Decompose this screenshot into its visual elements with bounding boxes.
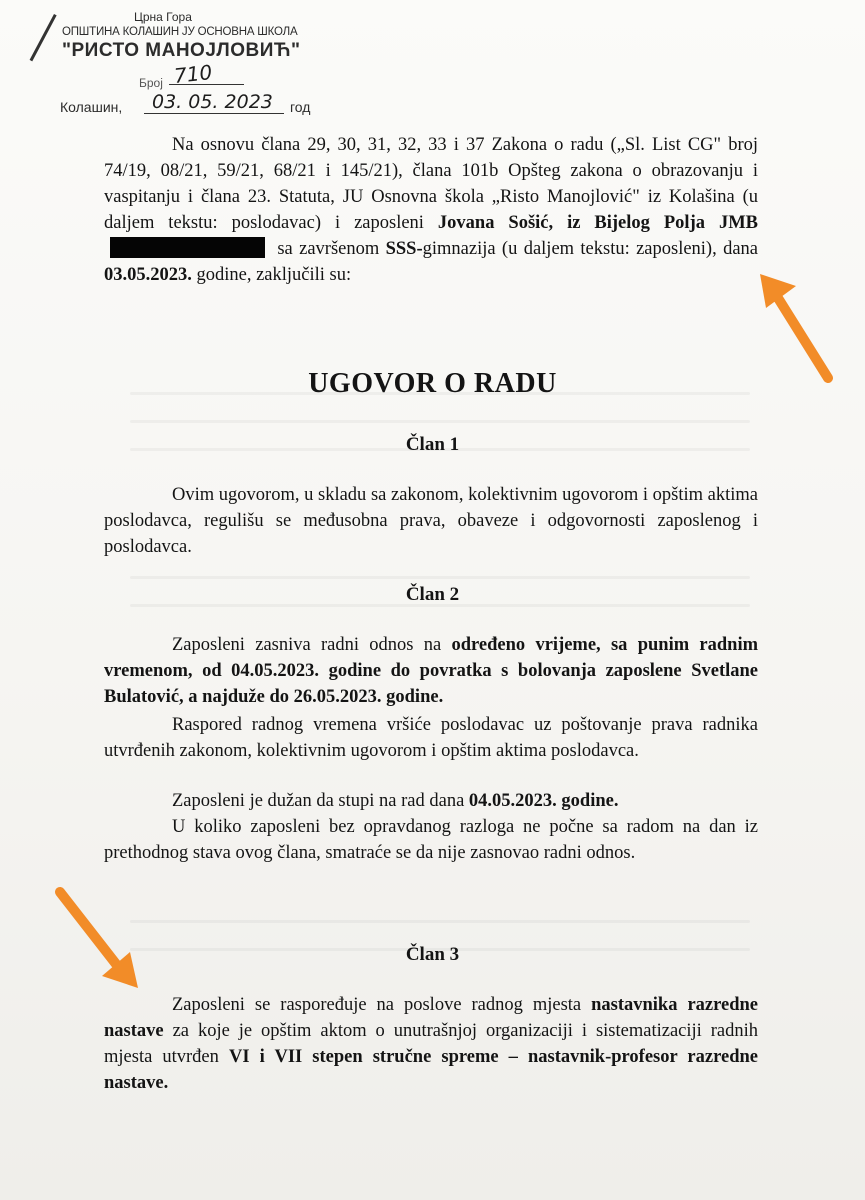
arrow-shaft (60, 892, 116, 964)
intro-text-3: gimnazija (u daljem tekstu: zaposleni), dana (422, 239, 758, 259)
start-date: 04.05.2023. godine. (468, 791, 619, 811)
article-2-term: određeno vrijeme, sa punim radnim vremenom, od 04.05.2023. godine do povratka s bolovanja zaposlene Svetlane Bulatović, a najduže do 26.05.2023. godine. (104, 635, 758, 707)
article-2-paragraph-1 (104, 632, 758, 710)
stamp-date-line (144, 113, 284, 114)
article-2-text-3: Zaposleni je dužan da stupi na rad dana (172, 791, 469, 811)
intro-text-2: sa završenom (271, 239, 386, 259)
arrow-annotation-bottom (50, 884, 150, 996)
article-3-text-2: za koje je opštim aktom o unutrašnjoj organizaciji i sistematizaciji radnih mjesta utvrđen (104, 1021, 758, 1067)
article-2-paragraph-4: U koliko zaposleni bez opravdanog razloga ne počne sa radom na dan iz prethodnog stava ovog člana, smatraće se da nije zasnovao radni odnos. (104, 817, 758, 863)
jmb-redaction (110, 237, 265, 258)
employee-name: Jovana Sošić, iz Bijelog Polja JMB (437, 213, 758, 233)
required-qualification: VI i VII stepen stručne spreme – nastavnik-profesor razredne nastave. (104, 1047, 758, 1093)
article-2-paragraph-2: Raspored radnog vremena vršiće poslodavac uz poštovanje prava radnika utvrđenih zakonom, kolektivnim ugovorom i opštim aktima poslodavca. (104, 715, 758, 761)
contract-date: 03.05.2023. (104, 265, 192, 285)
intro-paragraph (104, 132, 758, 288)
article-3-paragraph (104, 992, 758, 1096)
bleed-through-line (130, 576, 750, 579)
stamp-slash-mark (30, 14, 57, 61)
bleed-through-line (130, 920, 750, 923)
article-3-heading: Član 3 (405, 944, 460, 965)
arrow-shaft (778, 298, 828, 378)
intro-text-4: godine, zaključili su: (191, 265, 352, 285)
article-2-heading: Član 2 (405, 584, 460, 605)
stamp-number-value: 710 (172, 60, 214, 88)
article-2-paragraph-3 (104, 788, 758, 814)
article-2-text-1: Zaposleni zasniva radni odnos na (172, 635, 452, 655)
bleed-through-line (130, 420, 750, 423)
school-stamp (44, 4, 344, 126)
stamp-number-label: Број (139, 76, 163, 90)
education-level: SSS- (385, 239, 423, 259)
document-title: UGOVOR O RADU (308, 368, 557, 399)
article-3-text-1: Zaposleni se raspoređuje na poslove radnog mjesta (172, 995, 592, 1015)
article-1-text: Ovim ugovorom, u skladu sa zakonom, kolektivnim ugovorom i opštim aktima poslodavca, regulišu se međusobna prava, obaveze i odgovornosti zaposlenog i poslodavca. (104, 485, 758, 557)
stamp-date-value: 03. 05. 2023 (152, 91, 273, 113)
stamp-city-label: Колашин, (60, 99, 123, 115)
stamp-school-name: "РИСТО МАНОЈЛОВИЋ" (62, 40, 301, 61)
stamp-institution: ОПШТИНА КОЛАШИН ЈУ ОСНОВНА ШКОЛА (62, 26, 298, 38)
arrow-annotation-top (752, 272, 842, 387)
article-1-heading: Član 1 (405, 434, 460, 455)
intro-text-1: Na osnovu člana 29, 30, 31, 32, 33 i 37 Zakona o radu („Sl. List CG" broj 74/19, 08/21, 59/21, 68/21 i 145/21), člana 101b Opšteg zakona o obrazovanju i vaspitanju i člana 23. Statuta, JU Osnovna škola „Risto Manojlović" iz Kolašina (u daljem tekstu: poslodavac) i zaposleni (104, 135, 758, 233)
stamp-country: Црна Гора (134, 10, 192, 24)
job-position: nastavnika razredne nastave (104, 995, 758, 1041)
stamp-year-suffix: год (290, 99, 311, 115)
